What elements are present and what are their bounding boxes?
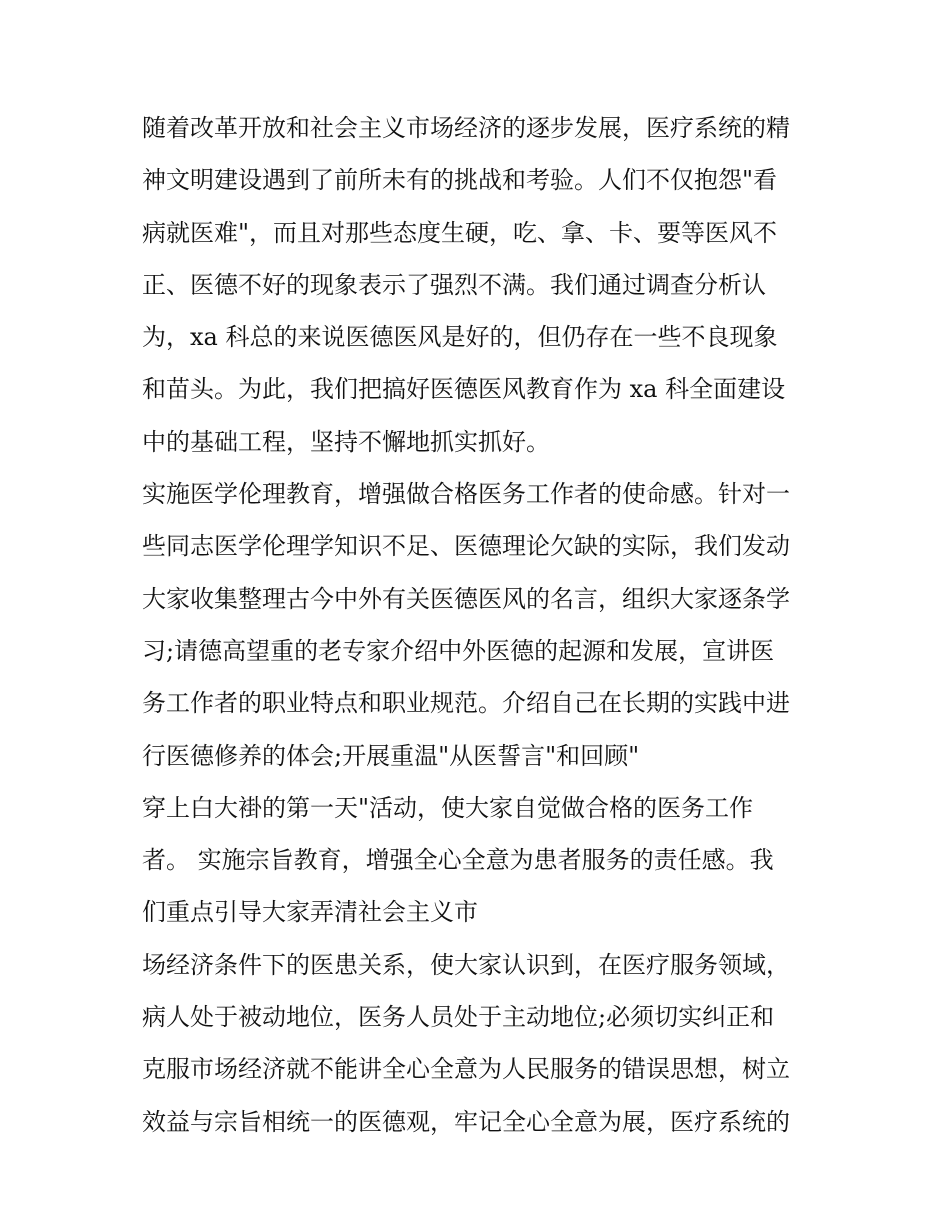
text-line: 为，xa 科总的来说医德医风是好的，但仍存在一些不良现象	[142, 323, 778, 352]
text-line: 病就医难"，而且对那些态度生硬，吃、拿、卡、要等医风不	[142, 218, 778, 247]
text-line: 场经济条件下的医患关系，使大家认识到，在医疗服务领域，	[142, 950, 790, 979]
text-line: 穿上白大褂的第一天"活动，使大家自觉做合格的医务工作	[142, 793, 754, 822]
text-line: 者。 实施宗旨教育，增强全心全意为患者服务的责任感。我	[142, 846, 774, 875]
text-line: 随着改革开放和社会主义市场经济的逐步发展，医疗系统的精	[142, 114, 790, 142]
text-line: 务工作者的职业特点和职业规范。介绍自己在长期的实践中进	[142, 689, 790, 718]
text-line: 习;请德高望重的老专家介绍中外医德的起源和发展，宣讲医	[142, 636, 775, 665]
text-line: 克服市场经济就不能讲全心全意为人民服务的错误思想，树立	[142, 1055, 790, 1084]
text-line: 们重点引导大家弄清社会主义市	[142, 898, 478, 927]
body-text	[142, 102, 842, 1148]
text-line: 中的基础工程，坚持不懈地抓实抓好。	[142, 427, 550, 456]
text-line: 效益与宗旨相统一的医德观，牢记全心全意为展，医疗系统的	[142, 1107, 790, 1136]
text-line: 大家收集整理古今中外有关医德医风的名言，组织大家逐条学	[142, 584, 790, 613]
text-line: 病人处于被动地位，医务人员处于主动地位;必须切实纠正和	[142, 1003, 775, 1032]
text-line: 实施医学伦理教育，增强做合格医务工作者的使命感。针对一	[142, 480, 790, 509]
text-line: 行医德修养的体会;开展重温"从医誓言"和回顾"	[142, 741, 640, 770]
text-line: 神文明建设遇到了前所未有的挑战和考验。人们不仅抱怨"看	[142, 166, 778, 195]
text-line: 和苗头。为此，我们把搞好医德医风教育作为 xa 科全面建设	[142, 375, 786, 404]
text-line: 些同志医学伦理学知识不足、医德理论欠缺的实际，我们发动	[142, 532, 790, 561]
text-line: 正、医德不好的现象表示了强烈不满。我们通过调查分析认	[142, 270, 766, 299]
